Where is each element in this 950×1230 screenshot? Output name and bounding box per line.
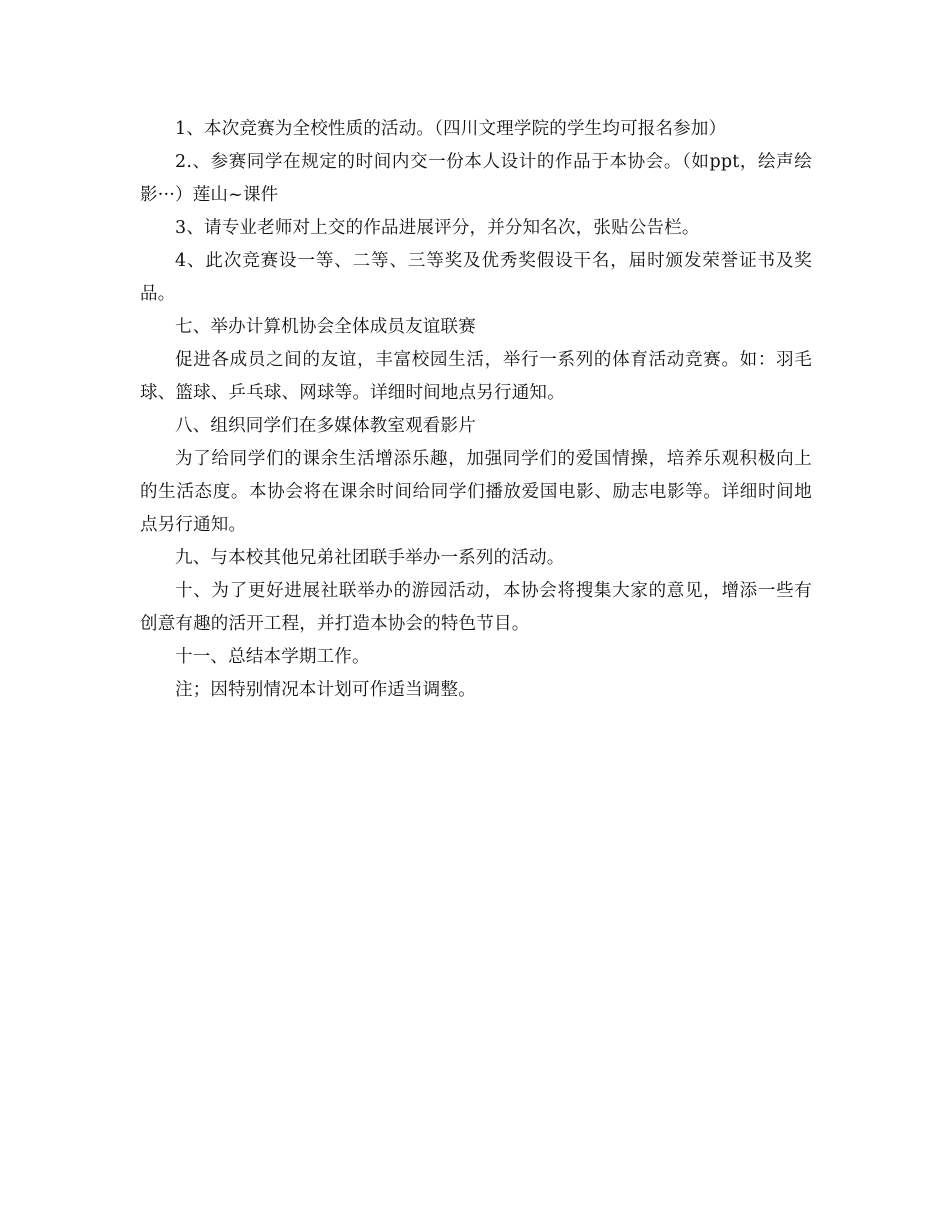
section-heading-9: 九、与本校其他兄弟社团联手举办一系列的活动。 bbox=[175, 548, 565, 568]
paragraph-section-8: 为了给同学们的课余生活增添乐趣，加强同学们的爱国情操，培养乐观积极向上的生活态度。本协会将在课余时间给同学们播放爱国电影、励志电影等。详细时间地点另行通知。 bbox=[140, 449, 812, 535]
paragraph-rule-3: 3、请专业老师对上交的作品进展评分，并分知名次，张贴公告栏。 bbox=[175, 218, 700, 238]
paragraph-rule-1: 1、本次竞赛为全校性质的活动。（四川文理学院的学生均可报名参加） bbox=[175, 119, 727, 139]
section-heading-7: 七、举办计算机协会全体成员友谊联赛 bbox=[175, 317, 476, 337]
paragraph-rule-4: 4、此次竞赛设一等、二等、三等奖及优秀奖假设干名，届时颁发荣誉证书及奖品。 bbox=[140, 251, 812, 304]
document-body bbox=[140, 113, 812, 707]
note-paragraph: 注；因特别情况本计划可作适当调整。 bbox=[175, 680, 476, 700]
section-heading-10: 十、为了更好进展社联举办的游园活动，本协会将搜集大家的意见，增添一些有创意有趣的活开工程，并打造本协会的特色节目。 bbox=[140, 581, 812, 634]
paragraph-rule-2: 2.、参赛同学在规定的时间内交一份本人设计的作品于本协会。（如ppt，绘声绘影···）莲山~课件 bbox=[140, 152, 812, 205]
section-heading-8: 八、组织同学们在多媒体教室观看影片 bbox=[175, 416, 476, 436]
paragraph-section-7: 促进各成员之间的友谊，丰富校园生活，举行一系列的体育活动竞赛。如：羽毛球、篮球、乒乓球、网球等。详细时间地点另行通知。 bbox=[140, 350, 812, 403]
section-heading-11: 十一、总结本学期工作。 bbox=[175, 647, 370, 667]
